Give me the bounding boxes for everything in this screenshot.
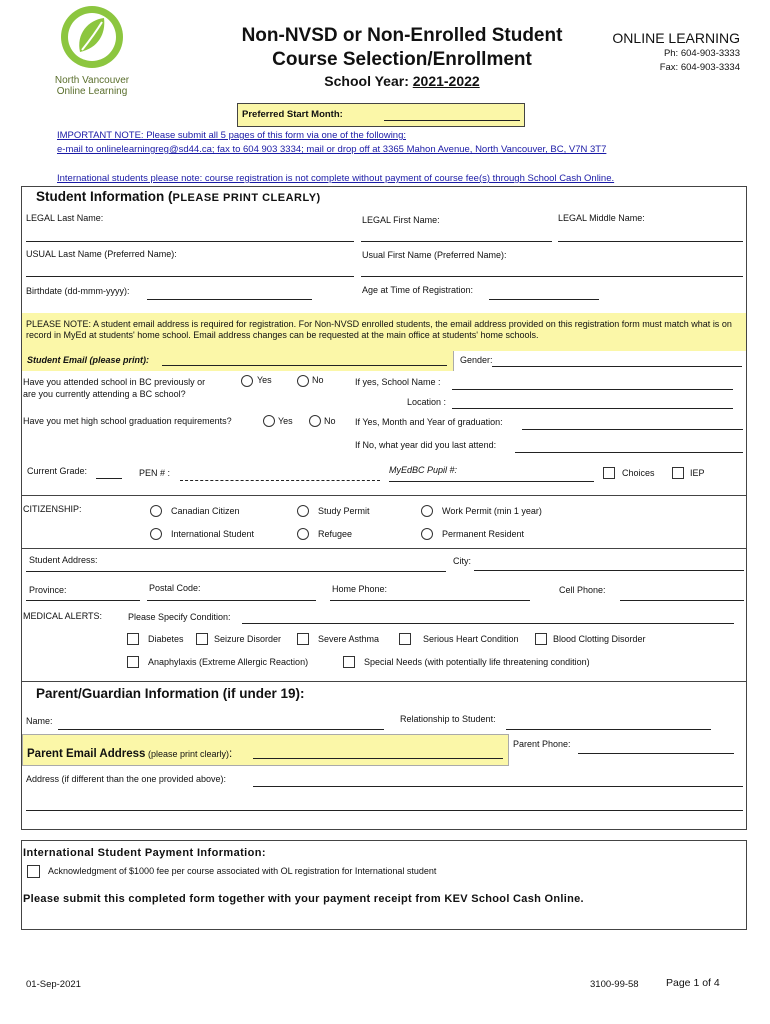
choices-label: Choices [622,468,655,478]
medical-alerts-label: MEDICAL ALERTS: [23,611,103,621]
attended-yes-radio[interactable] [241,375,253,387]
grad-yes-radio[interactable] [263,415,275,427]
parent-address-field-1[interactable] [253,786,743,787]
special-needs-checkbox[interactable] [343,656,355,668]
last-year-field[interactable] [515,452,743,453]
gender-label: Gender: [460,355,493,365]
international-student-radio[interactable] [150,528,162,540]
current-grade-field[interactable] [96,478,122,479]
form-title-line2: Course Selection/Enrollment [272,49,532,70]
choices-checkbox[interactable] [603,467,615,479]
attended-no-label: No [312,375,324,385]
postal-code-label: Postal Code: [149,583,201,593]
student-email-label: Student Email (please print): [27,355,150,365]
leaf-logo-icon [46,4,138,70]
citizenship-label: CITIZENSHIP: [23,504,82,514]
pen-label: PEN # : [139,468,171,478]
parent-email-field[interactable] [253,758,503,759]
footer-page-number: Page 1 of 4 [666,977,720,989]
fee-ack-label: Acknowledgment of $1000 fee per course associated with OL registration for International student [48,866,437,876]
attended-no-radio[interactable] [297,375,309,387]
legal-last-label: LEGAL Last Name: [26,213,104,223]
city-field[interactable] [474,570,744,571]
seizure-disorder-checkbox[interactable] [196,633,208,645]
grad-no-radio[interactable] [309,415,321,427]
location-field[interactable] [452,408,733,409]
work-permit-radio[interactable] [421,505,433,517]
parent-email-hint: (please print clearly) [145,749,229,759]
anaphylaxis-label: Anaphylaxis (Extreme Allergic Reaction) [148,657,309,667]
postal-code-field[interactable] [147,600,316,601]
parent-email-colon: : [229,748,233,760]
blood-clotting-checkbox[interactable] [535,633,547,645]
cell-phone-label: Cell Phone: [559,585,606,595]
severe-asthma-label: Severe Asthma [318,634,380,644]
anaphylaxis-checkbox[interactable] [127,656,139,668]
canadian-citizen-radio[interactable] [150,505,162,517]
blood-clotting-label: Blood Clotting Disorder [553,634,646,644]
student-section-frame [21,186,747,682]
relationship-field[interactable] [506,729,711,730]
dept-phone: Ph: 604-903-3333 [663,48,740,59]
form-title-line1: Non-NVSD or Non-Enrolled Student [241,25,563,46]
pen-field[interactable] [180,480,380,481]
footer-date: 01-Sep-2021 [26,979,81,990]
parent-email-label-text: Parent Email Address [27,748,146,760]
student-address-label: Student Address: [29,555,98,565]
city-label: City: [453,556,471,566]
location-label: Location : [407,397,447,407]
grad-no-label: No [324,416,336,426]
dept-label: ONLINE LEARNING [612,30,740,46]
age-label: Age at Time of Registration: [362,285,474,295]
heart-condition-label: Serious Heart Condition [423,634,519,644]
usual-first-field[interactable] [361,276,743,277]
grad-question: Have you met high school graduation requirements? [23,416,232,426]
usual-last-field[interactable] [26,276,354,277]
legal-last-field[interactable] [26,241,354,242]
province-field[interactable] [26,600,140,601]
parent-address-field-2[interactable] [26,810,743,811]
school-year-label: School Year: [324,73,413,89]
school-name-label: If yes, School Name : [355,377,441,387]
student-email-field[interactable] [162,365,447,366]
student-section-title-a: Student Information ( [36,189,173,204]
birthdate-label: Birthdate (dd-mmm-yyyy): [26,286,130,296]
divider-citizenship [22,495,746,496]
divider-address [22,548,746,549]
myedbc-label: MyEdBC Pupil #: [389,465,458,475]
usual-first-label: Usual First Name (Preferred Name): [362,250,507,260]
grad-month-year-field[interactable] [522,429,743,430]
preferred-start-field[interactable] [384,120,520,121]
relationship-label: Relationship to Student: [400,714,496,724]
footer-form-code: 3100-99-58 [590,979,639,990]
logo-text-2: Online Learning [56,86,128,97]
legal-first-label: LEGAL First Name: [362,215,440,225]
specify-condition-label: Please Specify Condition: [128,612,231,622]
special-needs-label: Special Needs (with potentially life threatening condition) [364,657,590,667]
work-permit-label: Work Permit (min 1 year) [442,506,542,516]
severe-asthma-checkbox[interactable] [297,633,309,645]
dept-fax: Fax: 604-903-3334 [659,62,740,73]
parent-email-label [27,744,232,762]
home-phone-label: Home Phone: [332,584,388,594]
permanent-resident-radio[interactable] [421,528,433,540]
legal-first-field[interactable] [361,241,552,242]
parent-name-label: Name: [26,716,53,726]
parent-phone-field[interactable] [578,753,734,754]
important-note-1: IMPORTANT NOTE: Please submit all 5 pages of this form via one of the following: [57,130,407,141]
logo [46,4,138,100]
seizure-disorder-label: Seizure Disorder [214,634,282,644]
email-note: PLEASE NOTE: A student email address is required for registration. For Non-NVSD enrolled students, the email address provided on this registration form must match what is on record in MyEd at students' home school. Email address changes can be requested at the main office at students' home schools. [26,319,732,340]
refugee-radio[interactable] [297,528,309,540]
school-year-value: 2021-2022 [412,73,480,89]
preferred-start-label: Preferred Start Month: [242,109,343,120]
international-student-label: International Student [171,529,255,539]
home-phone-field[interactable] [330,600,530,601]
heart-condition-checkbox[interactable] [399,633,411,645]
current-grade-label: Current Grade: [27,466,88,476]
iep-label: IEP [690,468,705,478]
gender-field[interactable] [492,366,742,367]
usual-last-label: USUAL Last Name (Preferred Name): [26,249,177,259]
myedbc-field[interactable] [389,481,594,482]
student-section-title-b: PLEASE PRINT CLEARLY) [172,192,321,204]
study-permit-label: Study Permit [318,506,370,516]
parent-section-title: Parent/Guardian Information (if under 19): [36,686,305,701]
logo-text-1: North Vancouver [54,75,130,86]
fee-ack-checkbox[interactable] [27,865,40,878]
parent-name-field[interactable] [58,729,384,730]
permanent-resident-label: Permanent Resident [442,529,525,539]
student-section-title [36,189,321,204]
grad-yes-label: Yes [278,416,293,426]
attended-question-2: are you currently attending a BC school? [23,389,186,399]
school-name-field[interactable] [452,389,733,390]
study-permit-radio[interactable] [297,505,309,517]
age-field[interactable] [489,299,599,300]
birthdate-field[interactable] [147,299,312,300]
payment-title: International Student Payment Information: [23,847,266,859]
grad-no-detail-label: If No, what year did you last attend: [355,440,497,450]
diabetes-label: Diabetes [148,634,184,644]
canadian-citizen-label: Canadian Citizen [171,506,240,516]
school-year [200,73,604,89]
attended-question-1: Have you attended school in BC previously or [23,377,206,387]
submit-instruction: Please submit this completed form together with your payment receipt from KEV School Cash Online. [23,893,584,905]
attended-yes-label: Yes [257,375,272,385]
legal-middle-label: LEGAL Middle Name: [558,213,645,223]
refugee-label: Refugee [318,529,353,539]
legal-middle-field[interactable] [558,241,743,242]
grad-yes-detail-label: If Yes, Month and Year of graduation: [355,417,503,427]
parent-address-label: Address (if different than the one provided above): [26,774,226,784]
province-label: Province: [29,585,67,595]
international-note: International students please note: course registration is not complete without payment of course fee(s) through School Cash Online. [57,173,615,184]
specify-condition-field[interactable] [242,623,734,624]
iep-checkbox[interactable] [672,467,684,479]
parent-phone-label: Parent Phone: [513,739,571,749]
cell-phone-field[interactable] [620,600,744,601]
student-address-field[interactable] [26,571,446,572]
diabetes-checkbox[interactable] [127,633,139,645]
important-note-2[interactable]: e-mail to onlinelearningreg@sd44.ca; fax to 604 903 3334; mail or drop off at 3365 Mahon Avenue, North Vancouver, BC, V7N 3T7 [57,144,607,155]
